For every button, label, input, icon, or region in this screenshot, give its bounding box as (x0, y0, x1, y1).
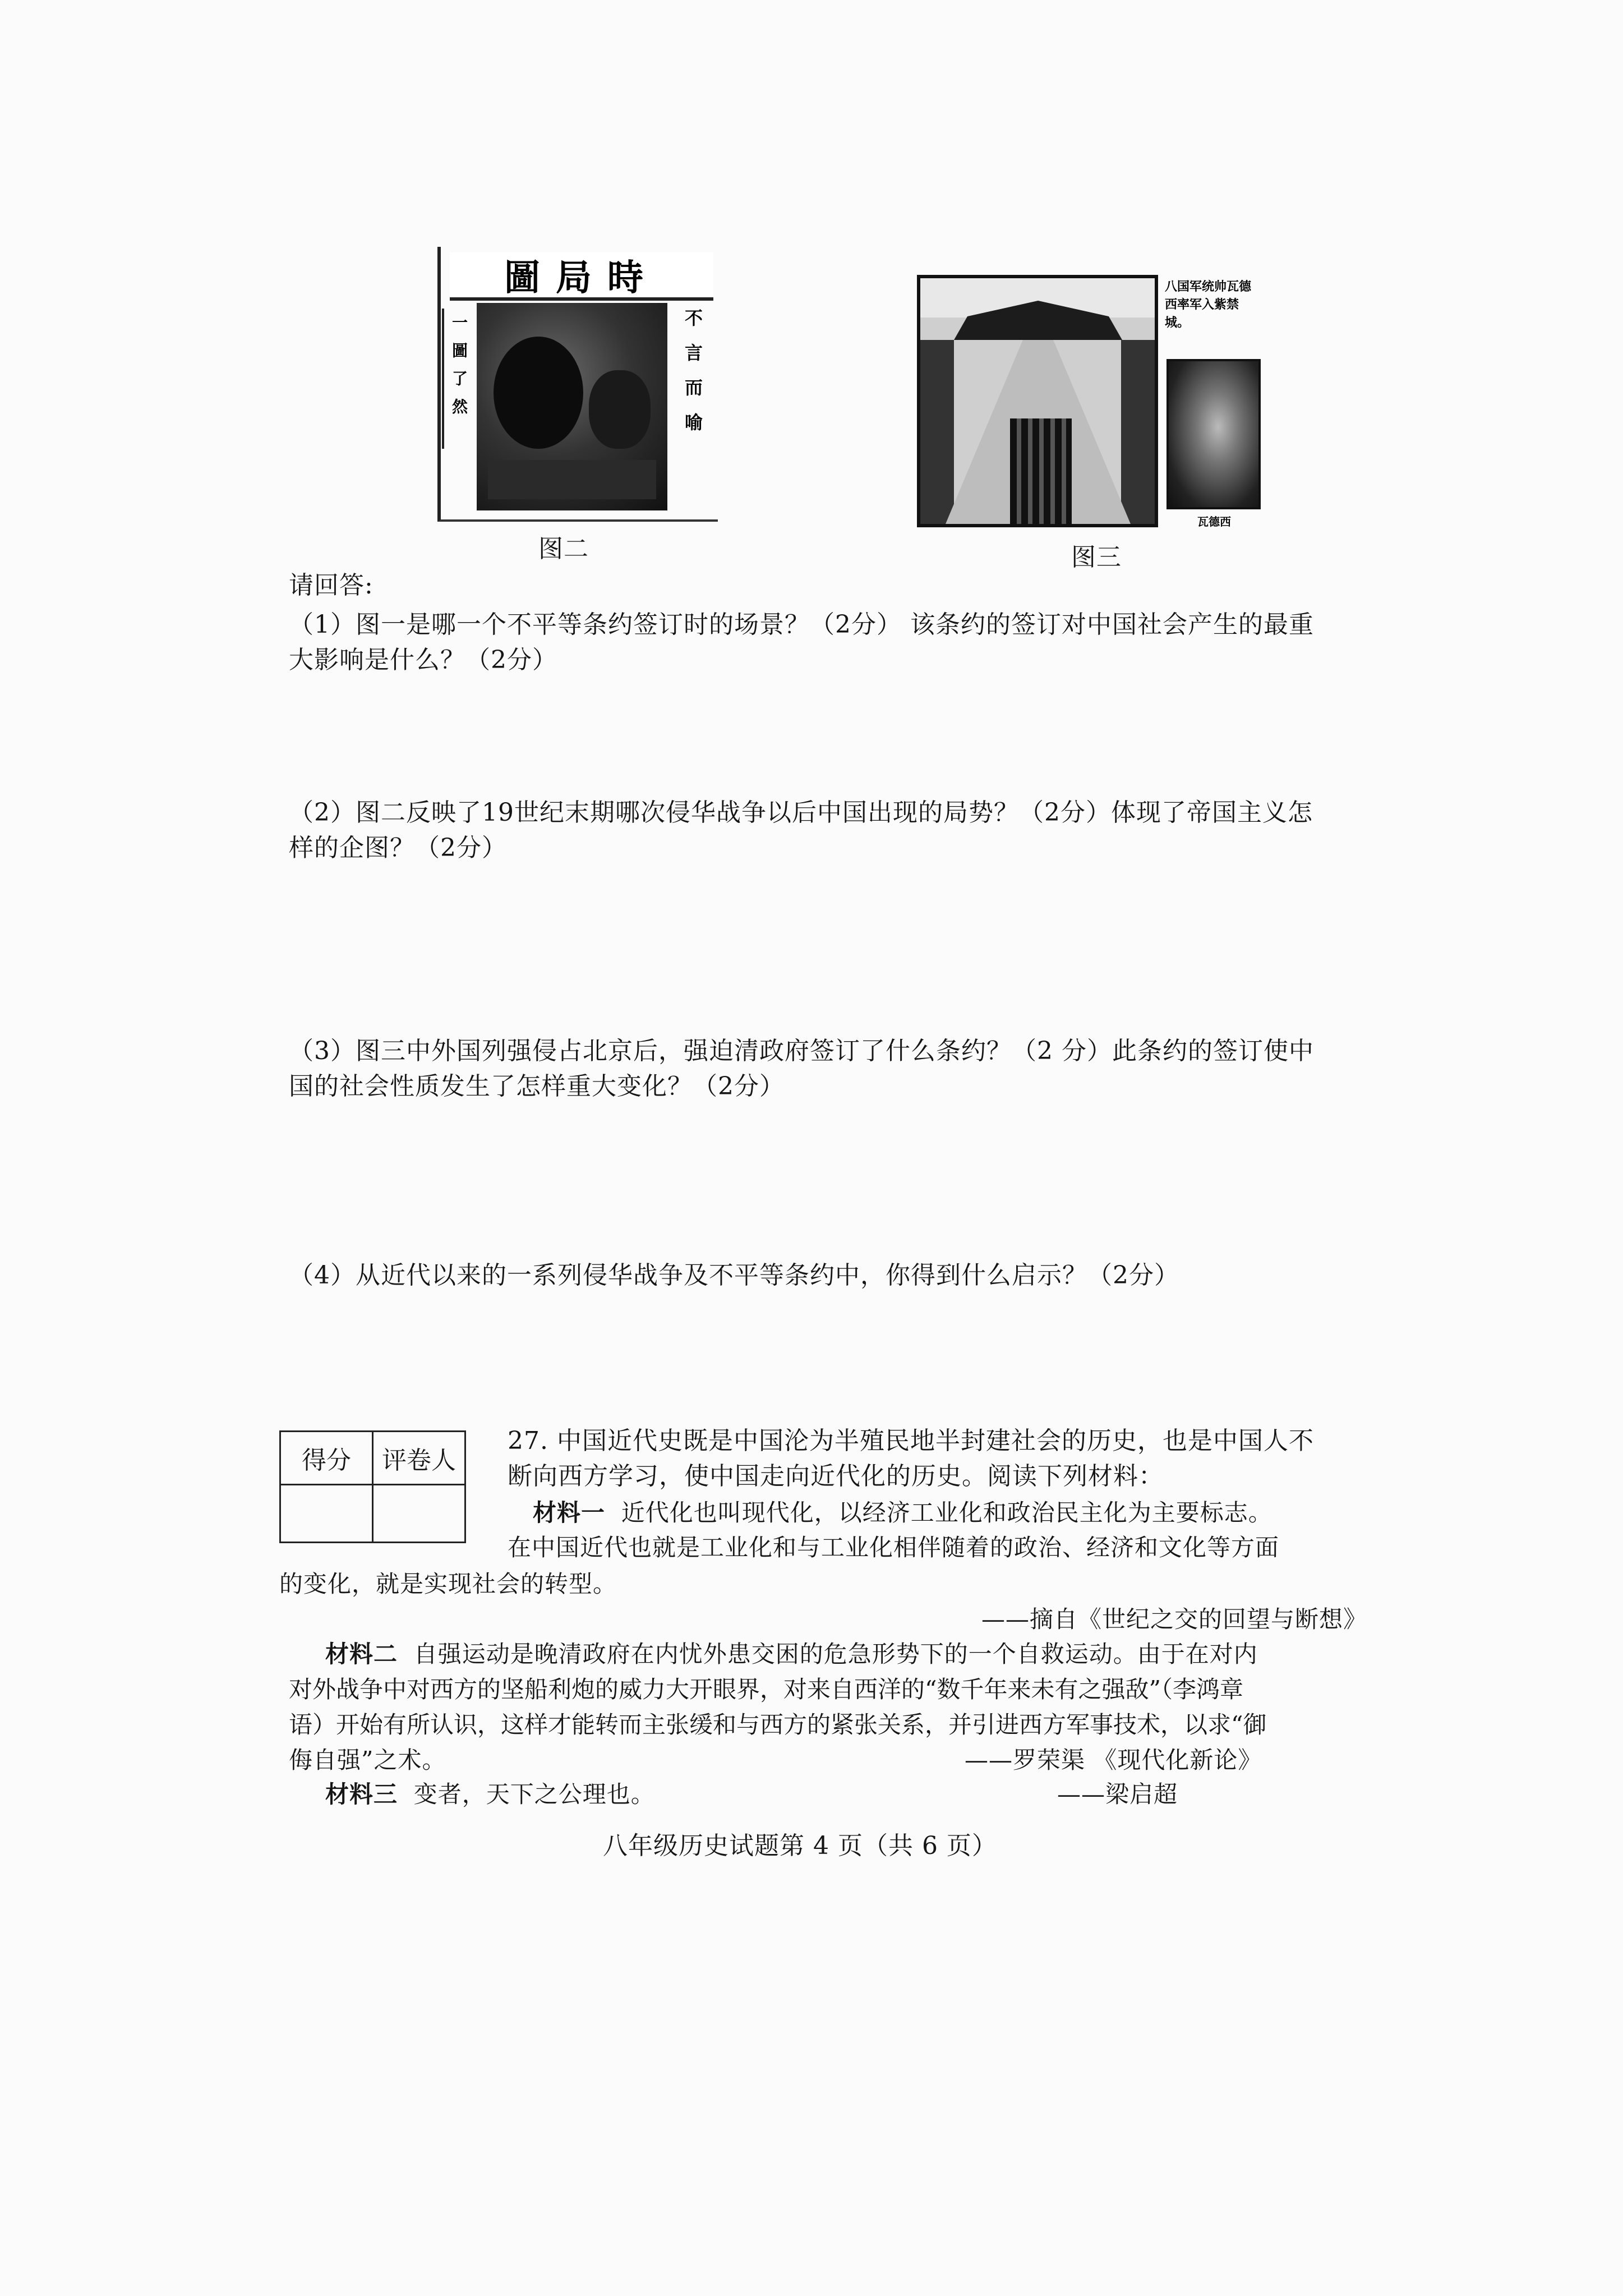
question-2-line-1: （2）图二反映了19世纪末期哪次侵华战争以后中国出现的局势？（2分）体现了帝国主义怎 (289, 798, 1313, 827)
page-footer: 八年级历史试题第 4 页（共 6 页） (603, 1832, 997, 1860)
figure-2-banner (450, 252, 713, 301)
material-1-label: 材料一 (533, 1499, 606, 1526)
material-3-source: ——梁启超 (1057, 1780, 1178, 1808)
material-3-label: 材料三 (325, 1780, 398, 1808)
question-1-line-1: （1）图一是哪一个不平等条约签订时的场景？（2分） 该条约的签订对中国社会产生的最重 (289, 610, 1314, 639)
question-2-line-2: 样的企图？（2分） (289, 834, 507, 862)
score-label: 得分 (280, 1432, 373, 1485)
figure-2-cartoon-image (477, 303, 667, 510)
figure-2-left-vertical-text: 一圖了然 (450, 314, 468, 426)
cartoon-shape (488, 460, 656, 499)
figure-3-photo (917, 275, 1158, 527)
material-1-text: 近代化也叫现代化，以经济工业化和政治民主化为主要标志。 (621, 1499, 1272, 1526)
material-2-line-2: 对外战争中对西方的坚船利炮的威力大开眼界，对来自西洋的“数千年来未有之强敌”（李鸿章 (289, 1676, 1243, 1703)
question-3-line-1: （3）图三中外国列强侵占北京后，强迫清政府签订了什么条约？（2 分）此条约的签订使中 (289, 1037, 1314, 1065)
material-1-source: ——摘自《世纪之交的回望与断想》 (981, 1605, 1368, 1633)
score-field[interactable] (280, 1485, 373, 1543)
figure-3-photo-caption: 八国军统帅瓦德西率军入紫禁城。 (1165, 280, 1252, 330)
material-2-source: ——罗荣渠 《现代化新论》 (965, 1746, 1262, 1774)
figure-2-rule (442, 309, 444, 449)
figure-3-portrait-name: 瓦德西 (1197, 515, 1231, 528)
question-3-line-2: 国的社会性质发生了怎样重大变化？（2分） (289, 1072, 785, 1101)
material-2-line-3: 语）开始有所认识，这样才能转而主张缓和与西方的紧张关系，并引进西方军事技术，以求“御 (289, 1711, 1267, 1738)
material-1-line-2: 在中国近代也就是工业化和与工业化相伴随着的政治、经济和文化等方面 (508, 1534, 1280, 1561)
figure-3-portrait (1166, 359, 1261, 509)
question-27-intro-line-2: 断向西方学习，使中国走向近代化的历史。阅读下列材料： (508, 1462, 1164, 1490)
material-3-text: 变者，天下之公理也。 (413, 1780, 655, 1808)
score-table (279, 1430, 466, 1543)
material-1-line-1 (533, 1497, 1272, 1529)
photo-wall (920, 340, 954, 527)
grader-field[interactable] (373, 1485, 465, 1543)
material-2-line-1 (325, 1638, 1258, 1671)
figure-2-banner-text: 圖局時 (504, 257, 659, 299)
cartoon-shape (589, 370, 651, 449)
figure-2 (437, 247, 718, 522)
question-1-line-2: 大影响是什么？（2分） (289, 646, 557, 674)
figure-2-caption: 图二 (538, 535, 589, 563)
material-2-text: 自强运动是晚清政府在内忧外患交困的危急形势下的一个自救运动。由于在对内 (413, 1640, 1258, 1668)
material-3-line (325, 1778, 655, 1811)
question-27-intro-line-1: 27. 中国近代史既是中国沦为半殖民地半封建社会的历史，也是中国人不 (508, 1427, 1314, 1455)
figure-3-caption: 图三 (1071, 543, 1122, 572)
photo-wall (1121, 340, 1155, 527)
cartoon-shape (494, 337, 583, 449)
answer-prompt: 请回答: (289, 571, 374, 600)
grader-label: 评卷人 (373, 1432, 465, 1485)
figure-2-right-vertical-text: 不言而喻 (682, 309, 703, 448)
material-2-label: 材料二 (325, 1640, 398, 1668)
figure-3 (917, 275, 1262, 527)
photo-troops (1010, 418, 1072, 525)
question-4-line-1: （4）从近代以来的一系列侵华战争及不平等条约中，你得到什么启示？（2分） (289, 1261, 1179, 1290)
material-2-line-4: 侮自强”之术。 (289, 1746, 446, 1774)
material-1-line-3: 的变化，就是实现社会的转型。 (279, 1570, 617, 1598)
